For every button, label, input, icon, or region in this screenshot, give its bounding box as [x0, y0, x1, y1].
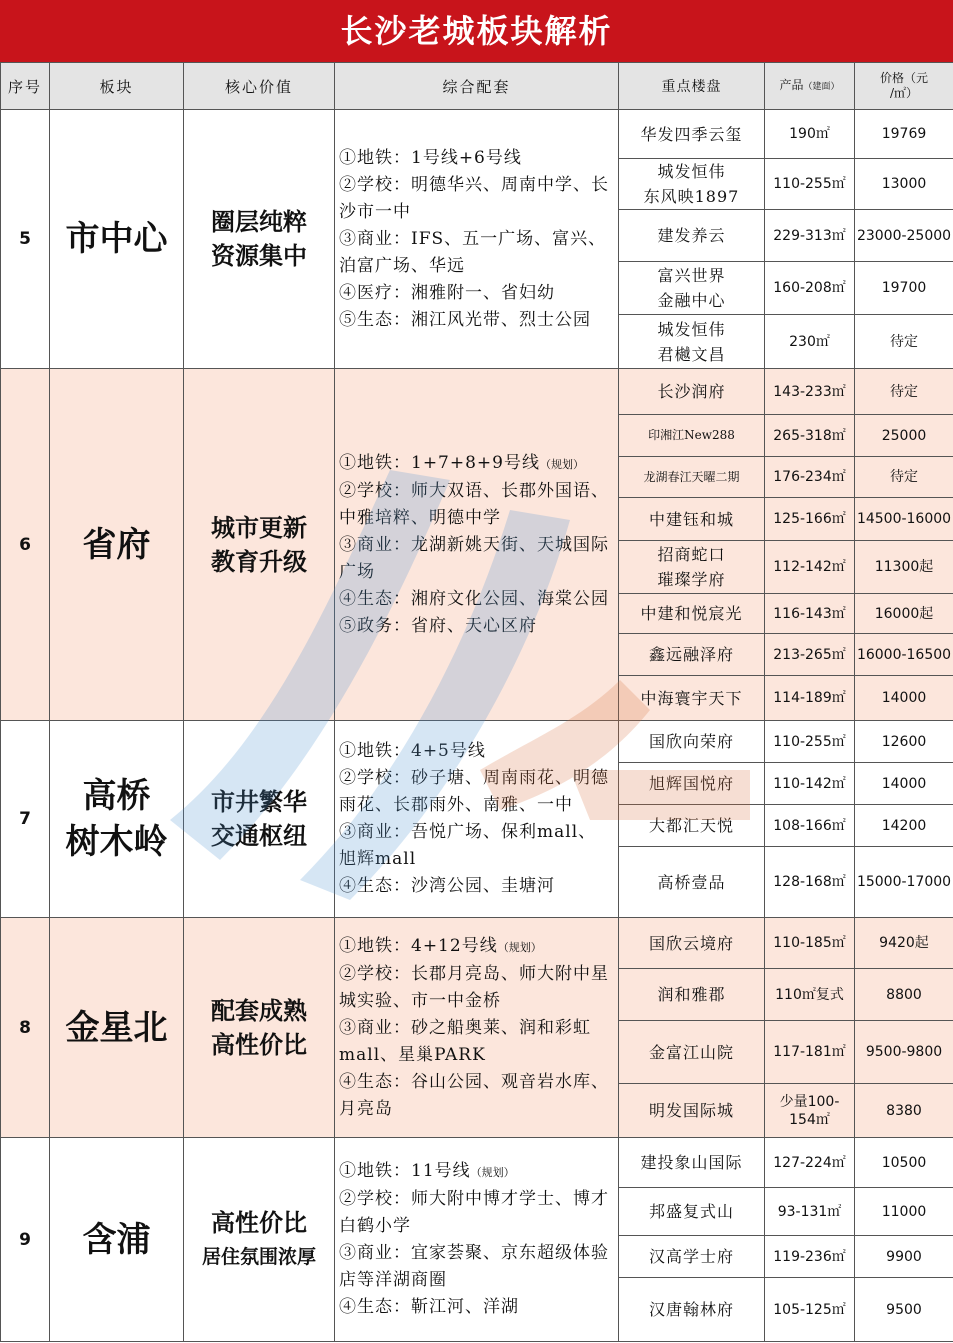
core-value-line: 高性价比 [211, 1030, 307, 1059]
table-row [1, 369, 953, 415]
header-core: 核心价值 [184, 63, 335, 110]
amenities-cell [335, 721, 619, 918]
project-name [619, 369, 765, 415]
project-name [619, 1021, 765, 1084]
price-value: 待定 [855, 457, 953, 498]
core-value-line: 居住氛围浓厚 [201, 1245, 316, 1268]
project-name [619, 498, 765, 541]
core-value-line: 圈层纯粹 [211, 208, 307, 236]
amenity-text: ④生态：谷山公园、观音岩水库、月亮岛 [339, 1071, 609, 1119]
amenity-text: ①地铁：4+12号线 [339, 935, 498, 956]
product-size: 108-166㎡ [765, 805, 855, 847]
amenity-text: ⑤政务：省府、天心区府 [339, 615, 537, 636]
amenity-item [339, 961, 614, 1015]
project-name-line: 东风映1897 [643, 187, 740, 206]
project-name-line: 城发恒伟 [657, 319, 726, 339]
product-size: 110-185㎡ [765, 918, 855, 969]
core-value-line: 市井繁华 [211, 788, 307, 816]
product-size: 105-125㎡ [765, 1278, 855, 1342]
project-name-line: 建投象山国际 [640, 1153, 743, 1172]
price-value: 14500-16000 [855, 498, 953, 541]
amenity-item [339, 1294, 614, 1321]
product-size: 176-234㎡ [765, 457, 855, 498]
price-value: 8380 [855, 1084, 953, 1138]
price-value: 15000-17000 [855, 847, 953, 918]
amenity-item [339, 738, 614, 765]
amenity-note: （规划） [497, 940, 542, 954]
core-value-line: 配套成熟 [211, 996, 307, 1025]
core-value [184, 918, 335, 1138]
product-size: 119-236㎡ [765, 1236, 855, 1278]
product-size: 160-208㎡ [765, 262, 855, 315]
project-name-line: 印湘江New288 [648, 428, 735, 442]
amenity-text: ①地铁：1+7+8+9号线 [339, 452, 540, 473]
area-name-line: 省府 [82, 524, 151, 565]
amenity-text: ②学校：长郡月亮岛、师大附中星城实验、市一中金桥 [339, 963, 609, 1011]
project-name [619, 159, 765, 210]
amenity-text: ③商业：吾悦广场、保利mall、旭辉mall [339, 822, 597, 869]
product-size: 116-143㎡ [765, 594, 855, 634]
project-name [619, 541, 765, 594]
project-name [619, 1278, 765, 1342]
project-name [619, 110, 765, 159]
table-row [1, 110, 953, 159]
table-row [1, 1138, 953, 1188]
project-name-line: 国欣向荣府 [648, 732, 734, 751]
price-value: 19700 [855, 262, 953, 315]
amenity-text: ①地铁：1号线+6号线 [339, 147, 522, 168]
amenity-text: ③商业：砂之船奥莱、润和彩虹mall、星巢PARK [339, 1017, 591, 1065]
amenity-item [339, 1186, 614, 1240]
project-name [619, 1138, 765, 1188]
project-name [619, 918, 765, 969]
group-index: 6 [1, 369, 50, 721]
core-value-line: 高性价比 [211, 1208, 307, 1237]
amenity-item [339, 1015, 614, 1069]
project-name-line: 邦盛复式山 [648, 1202, 734, 1221]
amenity-item [339, 172, 614, 226]
table-body [1, 110, 953, 1342]
amenities-cell [335, 110, 619, 369]
product-size: 230㎡ [765, 315, 855, 369]
product-size: 少量100-154㎡ [765, 1084, 855, 1138]
amenity-text: ②学校：明德华兴、周南中学、长沙市一中 [339, 174, 609, 222]
project-name [619, 634, 765, 676]
group-index: 9 [1, 1138, 50, 1342]
header-product-note: （建面） [803, 81, 840, 92]
price-value: 9500 [855, 1278, 953, 1342]
amenity-text: ③商业：宜家荟聚、京东超级体验店等洋湖商圈 [339, 1243, 609, 1290]
project-name-line: 建发养云 [657, 226, 726, 245]
amenity-item [339, 586, 614, 613]
core-value-line: 交通枢纽 [211, 822, 307, 850]
project-name-line: 富兴世界 [657, 266, 726, 285]
header-price [855, 63, 953, 110]
project-name [619, 1084, 765, 1138]
project-name-line: 鑫远融泽府 [648, 645, 734, 664]
price-value: 23000-25000 [855, 210, 953, 262]
amenity-text: ③商业：龙湖新姚天街、天城国际广场 [339, 534, 609, 582]
product-size: 229-313㎡ [765, 210, 855, 262]
price-value: 25000 [855, 415, 953, 457]
project-name-line: 中建和悦宸光 [640, 604, 743, 623]
amenity-item [339, 226, 614, 280]
amenity-item [339, 280, 614, 307]
amenity-item [339, 145, 614, 172]
price-value: 11000 [855, 1188, 953, 1236]
product-size: 112-142㎡ [765, 541, 855, 594]
amenity-item [339, 933, 614, 961]
amenities-cell [335, 369, 619, 721]
product-size: 127-224㎡ [765, 1138, 855, 1188]
project-name [619, 1236, 765, 1278]
area-name [50, 918, 184, 1138]
product-size: 265-318㎡ [765, 415, 855, 457]
area-name [50, 369, 184, 721]
table-row [1, 721, 953, 763]
product-size: 190㎡ [765, 110, 855, 159]
project-name [619, 763, 765, 805]
project-name-line: 华发四季云玺 [640, 124, 743, 144]
project-name [619, 676, 765, 721]
project-name-line: 龙湖春江天曜二期 [643, 469, 740, 484]
area-name [50, 110, 184, 369]
price-value: 13000 [855, 159, 953, 210]
amenity-item [339, 307, 614, 334]
header-row [1, 63, 953, 110]
group-index: 7 [1, 721, 50, 918]
project-name-line: 旭辉国悦府 [648, 774, 734, 793]
price-value: 9900 [855, 1236, 953, 1278]
amenity-note: （规划） [470, 1166, 515, 1179]
price-value: 14000 [855, 763, 953, 805]
group-index: 5 [1, 110, 50, 369]
price-value: 11300起 [855, 541, 953, 594]
amenity-item [339, 1240, 614, 1294]
project-name-line: 大都汇天悦 [648, 816, 734, 835]
amenity-item [339, 1069, 614, 1123]
project-name [619, 594, 765, 634]
project-name-line: 金融中心 [657, 291, 726, 310]
product-size: 125-166㎡ [765, 498, 855, 541]
area-name [50, 1138, 184, 1342]
amenity-note: （规划） [540, 457, 584, 471]
amenity-item [339, 450, 614, 478]
price-value: 9500-9800 [855, 1021, 953, 1084]
price-value: 19769 [855, 110, 953, 159]
page-title: 长沙老城板块解析 [0, 0, 953, 62]
amenity-text: ②学校：砂子塘、周南雨花、明德雨花、长郡雨外、南雅、一中 [339, 768, 609, 815]
amenity-item [339, 478, 614, 532]
amenity-item [339, 873, 614, 900]
amenity-text: ④生态：靳江河、洋湖 [339, 1297, 519, 1317]
project-name-line: 中建钰和城 [648, 509, 734, 529]
area-name-line: 树木岭 [65, 822, 168, 862]
core-value [184, 721, 335, 918]
project-name-line: 长沙润府 [657, 382, 726, 401]
product-size: 93-131㎡ [765, 1188, 855, 1236]
product-size: 110㎡复式 [765, 969, 855, 1021]
project-name-line: 招商蛇口 [657, 545, 726, 564]
project-name [619, 969, 765, 1021]
header-area: 板块 [50, 63, 184, 110]
product-size: 110-142㎡ [765, 763, 855, 805]
amenity-text: ④医疗：湘雅附一、省妇幼 [339, 282, 555, 303]
price-value: 9420起 [855, 918, 953, 969]
project-name-line: 金富江山院 [648, 1042, 734, 1062]
table-row [1, 918, 953, 969]
project-name [619, 805, 765, 847]
area-name-line: 含浦 [82, 1219, 151, 1260]
project-name [619, 210, 765, 262]
project-name [619, 721, 765, 763]
price-value: 12600 [855, 721, 953, 763]
project-name [619, 1188, 765, 1236]
project-name-line: 高桥壹品 [657, 872, 726, 892]
project-name-line: 城发恒伟 [657, 162, 726, 181]
price-value: 14200 [855, 805, 953, 847]
price-value: 16000起 [855, 594, 953, 634]
amenity-text: ③商业：IFS、五一广场、富兴、泊富广场、华远 [339, 228, 607, 276]
product-size: 128-168㎡ [765, 847, 855, 918]
product-size: 117-181㎡ [765, 1021, 855, 1084]
core-value-line: 教育升级 [211, 547, 307, 576]
project-name-line: 君樾文昌 [657, 344, 726, 364]
header-price-label: 价格（元 [879, 71, 928, 85]
area-name [50, 721, 184, 918]
price-value: 待定 [855, 369, 953, 415]
header-projects: 重点楼盘 [619, 63, 765, 110]
amenity-text: ①地铁：4+5号线 [339, 741, 486, 761]
amenity-text: ④生态：沙湾公园、圭塘河 [339, 876, 555, 896]
project-name-line: 中海寰宇天下 [640, 688, 743, 708]
project-name [619, 262, 765, 315]
price-value: 16000-16500 [855, 634, 953, 676]
blocks-table [0, 62, 953, 1342]
project-name [619, 415, 765, 457]
header-idx: 序号 [1, 63, 50, 110]
amenity-text: ⑤生态：湘江风光带、烈士公园 [339, 309, 591, 330]
core-value-line: 资源集中 [211, 242, 307, 270]
project-name [619, 847, 765, 918]
amenity-item [339, 765, 614, 819]
project-name-line: 璀璨学府 [657, 570, 726, 589]
price-value: 8800 [855, 969, 953, 1021]
amenity-text: ②学校：师大双语、长郡外国语、中雅培粹、明德中学 [339, 480, 609, 528]
project-name-line: 汉唐翰林府 [648, 1300, 734, 1319]
product-size: 213-265㎡ [765, 634, 855, 676]
amenities-cell [335, 1138, 619, 1342]
area-name-line: 金星北 [65, 1007, 168, 1048]
product-size: 143-233㎡ [765, 369, 855, 415]
header-price-unit: /㎡） [889, 86, 919, 100]
project-name-line: 润和雅郡 [657, 985, 726, 1004]
area-name-line: 市中心 [65, 219, 168, 259]
product-size: 114-189㎡ [765, 676, 855, 721]
group-index: 8 [1, 918, 50, 1138]
header-product [765, 63, 855, 110]
price-value: 10500 [855, 1138, 953, 1188]
amenity-text: ①地铁：11号线 [339, 1161, 471, 1181]
project-name-line: 国欣云境府 [648, 933, 734, 953]
product-size: 110-255㎡ [765, 721, 855, 763]
header-amenities: 综合配套 [335, 63, 619, 110]
project-name-line: 汉高学士府 [648, 1247, 734, 1266]
project-name-line: 明发国际城 [648, 1101, 734, 1120]
core-value-line: 城市更新 [211, 513, 307, 542]
price-value: 待定 [855, 315, 953, 369]
amenities-cell [335, 918, 619, 1138]
amenity-item [339, 819, 614, 873]
amenity-item [339, 532, 614, 586]
area-name-line: 高桥 [82, 776, 151, 816]
amenity-item [339, 613, 614, 640]
core-value [184, 1138, 335, 1342]
price-value: 14000 [855, 676, 953, 721]
product-size: 110-255㎡ [765, 159, 855, 210]
core-value [184, 369, 335, 721]
header-product-label: 产品 [779, 77, 804, 92]
project-name [619, 315, 765, 369]
amenity-text: ④生态：湘府文化公园、海棠公园 [339, 588, 609, 609]
project-name [619, 457, 765, 498]
amenity-text: ②学校：师大附中博才学士、博才白鹤小学 [339, 1189, 609, 1236]
amenity-item [339, 1158, 614, 1186]
core-value [184, 110, 335, 369]
